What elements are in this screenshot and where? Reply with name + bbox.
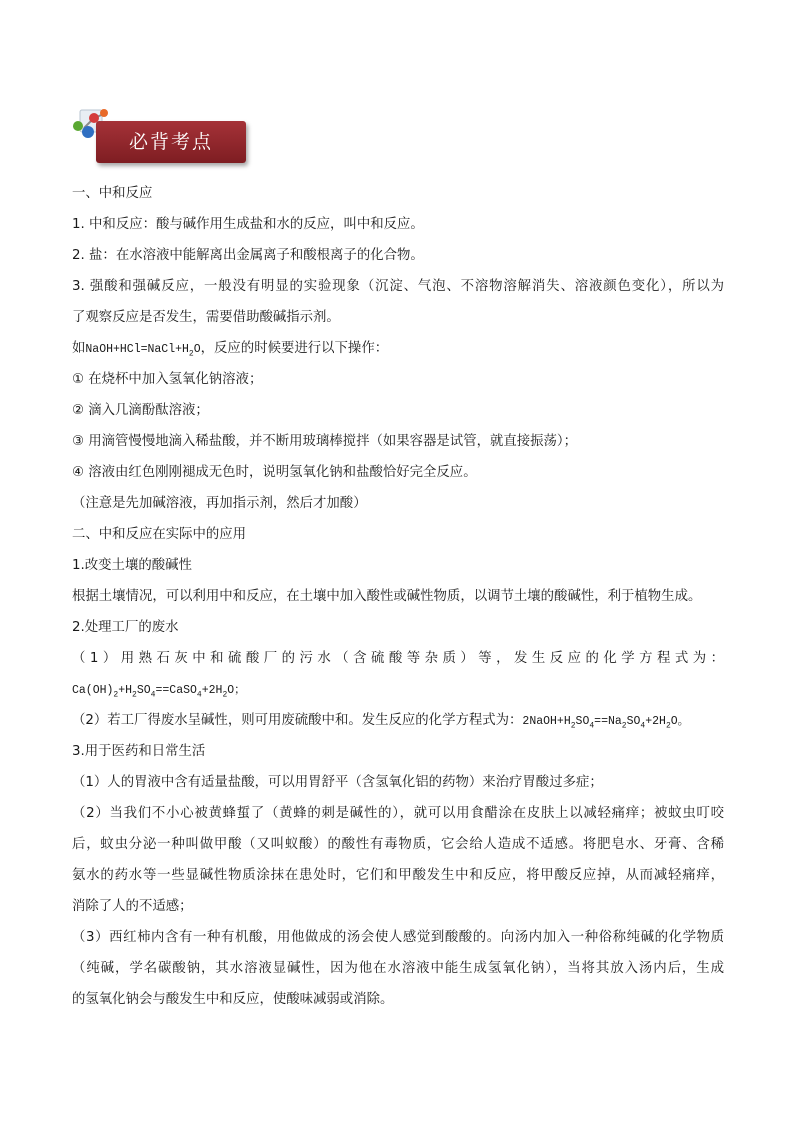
eq-subscript: 4 [196,690,202,700]
paragraph-wastewater-2 [72,709,724,733]
note-line: （注意是先加碱溶液，再加指示剂，然后才加酸） [72,496,367,511]
eq-part: SO [136,684,151,697]
paragraph-line: （2）当我们不小心被黄蜂蜇了（黄蜂的刺是碱性的），就可以用食醋涂在皮肤上以减轻痛痒；被蚊虫叮咬 [72,806,724,821]
example-equation [85,343,201,359]
paragraph-medicine-1: （1）人的胃液中含有适量盐酸，可以用胃舒平（含氢氧化铝的药物）来治疗胃酸过多症； [72,775,603,790]
eq-part: ==CaSO [155,684,197,697]
subheading-medicine: 3.用于医药和日常生活 [72,744,206,759]
example-suffix: ，反应的时候要进行以下操作： [200,341,389,356]
step-item: ④ 溶液由红色刚刚褪成无色时，说明氢氧化钠和盐酸恰好完全反应。 [72,465,477,480]
equation-sodium [522,715,690,731]
section-banner [70,104,252,170]
subheading-soil: 1.改变土壤的酸碱性 [72,558,192,573]
paragraph-line: 的氢氧化钠会与酸发生中和反应，使酸味减弱或消除。 [72,992,394,1007]
eq-part: O。 [670,715,690,728]
eq-subscript: 4 [150,690,156,700]
step-item: ③ 用滴管慢慢地滴入稀盐酸，并不断用玻璃棒搅拌（如果容器是试管，就直接振荡）； [72,434,578,449]
eq-subscript: 2 [188,349,194,359]
eq-part: O [193,343,201,356]
eq-subscript: 2 [222,690,228,700]
eq-part: ==Na [594,715,622,728]
eq-part: +2H [201,684,223,697]
eq-subscript: 2 [570,721,576,731]
eq-part: O； [227,684,246,697]
eq-part: SO [626,715,641,728]
eq-part: Ca(OH) [72,684,114,697]
example-prefix: 如 [72,341,86,356]
heading-section-2: 二、中和反应在实际中的应用 [72,527,247,542]
banner-bar [96,121,246,163]
eq-subscript: 2 [113,690,119,700]
eq-part: +2H [645,715,666,728]
eq-subscript: 2 [621,721,627,731]
paragraph-line: （纯碱，学名碳酸钠，其水溶液显碱性，因为他在水溶液中能生成氢氧化钠），当将其放入汤内后，生成 [72,961,724,976]
paragraph-wastewater-1: （1）用熟石灰中和硫酸厂的污水（含硫酸等杂质）等，发生反应的化学方程式为： [72,651,724,666]
paragraph-line: 了观察反应是否发生，需要借助酸碱指示剂。 [72,310,340,325]
eq-subscript: 4 [589,721,595,731]
eq-subscript: 4 [640,721,646,731]
paragraph-line: 氨水的药水等一些显碱性物质涂抹在患处时，它们和甲酸发生中和反应，将甲酸反应掉，从而减轻痛痒， [72,868,724,883]
definition-salt: 2. 盐：在水溶液中能解离出金属离子和酸根离子的化合物。 [72,248,424,263]
paragraph-line: 后，蚊虫分泌一种叫做甲酸（又叫蚁酸）的酸性有毒物质，它会给人造成不适感。将肥皂水、牙膏、含稀 [72,837,724,852]
eq-part: +H [118,684,133,697]
paragraph-soil: 根据土壤情况，可以利用中和反应，在土壤中加入酸性或碱性物质，以调节土壤的酸碱性，利于植物生成。 [72,589,702,604]
definition-neutralization: 1. 中和反应：酸与碱作用生成盐和水的反应，叫中和反应。 [72,217,424,232]
paragraph-line: 3. 强酸和强碱反应，一般没有明显的实验现象（沉淀、气泡、不溶物溶解消失、溶液颜色变化），所以为 [72,279,724,294]
eq-subscript: 2 [665,721,671,731]
heading-section-1: 一、中和反应 [72,186,153,201]
banner-title: 必背考点 [128,131,213,153]
equation-line [72,678,724,702]
eq-part: NaOH+HCl=NaCl+H [85,343,189,356]
step-item: ① 在烧杯中加入氢氧化钠溶液； [72,372,263,387]
eq-part: 2NaOH+H [522,715,571,728]
equation-calcium [72,684,246,700]
example-line [72,337,724,361]
eq-subscript: 2 [132,690,137,700]
paragraph-line: （3）西红柿内含有一种有机酸，用他做成的汤会使人感觉到酸酸的。向汤内加入一种俗称纯碱的化学物质 [72,930,724,945]
subheading-wastewater: 2.处理工厂的废水 [72,620,179,635]
paragraph-line: 消除了人的不适感； [72,899,193,914]
step-item: ② 滴入几滴酚酞溶液； [72,403,209,418]
eq-part: SO [575,715,590,728]
wastewater-2-text: （2）若工厂得废水呈碱性，则可用废硫酸中和。发生反应的化学方程式为： [72,713,523,728]
